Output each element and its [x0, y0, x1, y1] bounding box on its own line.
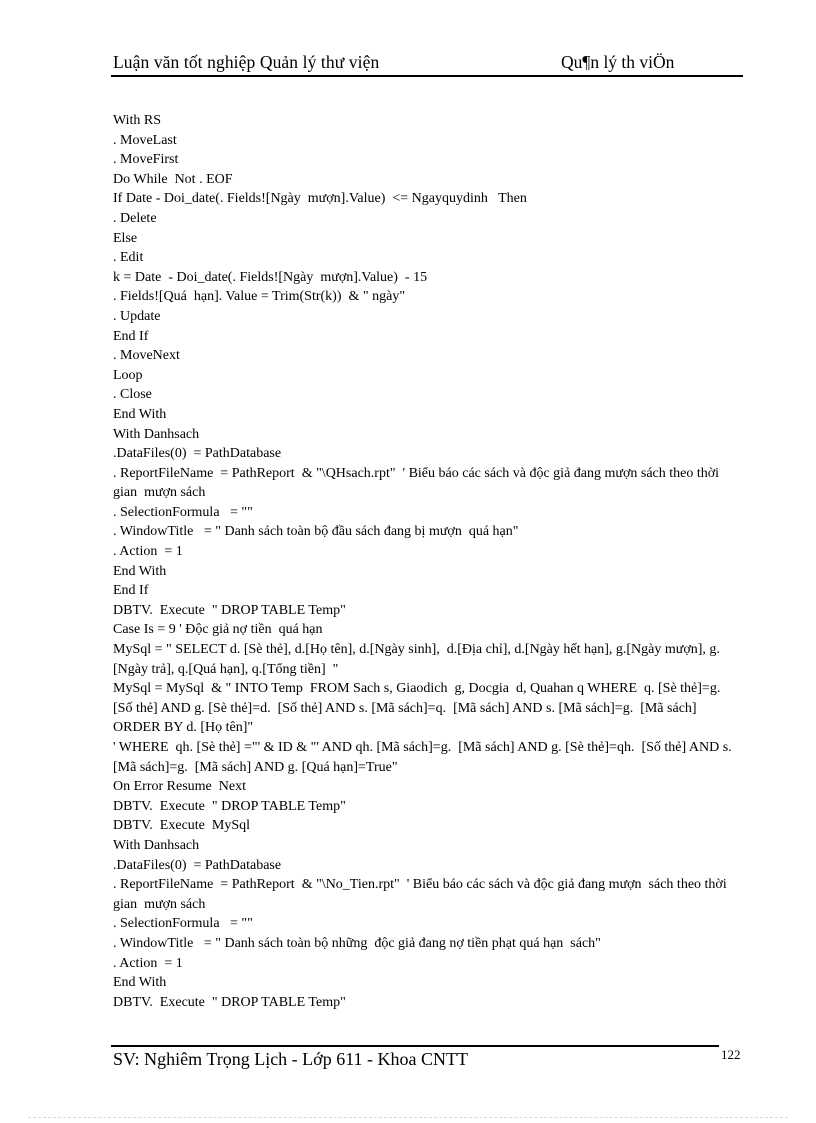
- code-line: . Fields![Quá hạn]. Value = Trim(Str(k)) & " ngày": [113, 289, 406, 305]
- code-line: DBTV. Execute MySql: [113, 818, 251, 834]
- code-line: End If: [113, 328, 149, 344]
- code-line: Case Is = 9 ' Độc giả nợ tiền quá hạn: [113, 622, 323, 638]
- header-right-title: Qu¶n lý th viÖn: [561, 52, 675, 72]
- code-line: End With: [113, 406, 167, 422]
- code-line: . MoveNext: [113, 348, 180, 364]
- code-line: Loop: [113, 367, 143, 383]
- code-line: End With: [113, 975, 167, 991]
- code-line: DBTV. Execute " DROP TABLE Temp": [113, 994, 346, 1010]
- code-line: . SelectionFormula = "": [113, 916, 253, 932]
- code-line: Else: [113, 230, 138, 246]
- code-line: .DataFiles(0) = PathDatabase: [113, 446, 282, 462]
- code-line: On Error Resume Next: [113, 779, 246, 795]
- code-line: MySql = MySql & " INTO Temp FROM Sach s, Giaodich g, Docgia d, Quahan q WHERE q. [Sè thẻ]=g. [Số thẻ] AND g. [Sè thẻ]=d. [Số thẻ] AND s. [Mã sách]=q. [Mã sách] AND s. [Mã sách]=g. [Mã sách] ORDER BY d. [Họ tên]": [113, 681, 724, 736]
- code-line: DBTV. Execute " DROP TABLE Temp": [113, 798, 346, 814]
- code-line: . WindowTitle = " Danh sách toàn bộ những độc giả đang nợ tiền phạt quá hạn sách": [113, 935, 601, 951]
- code-line: .DataFiles(0) = PathDatabase: [113, 857, 282, 873]
- code-line: . MoveLast: [113, 132, 177, 148]
- code-line: . Edit: [113, 250, 144, 266]
- code-line: With Danhsach: [113, 837, 200, 853]
- code-block: [113, 111, 743, 1012]
- code-line: Do While Not . EOF: [113, 171, 233, 187]
- code-line: With RS: [113, 113, 162, 128]
- code-line: End If: [113, 583, 149, 599]
- header-title: Luận văn tốt nghiệp Quản lý thư viện: [113, 52, 380, 72]
- code-line: . Action = 1: [113, 955, 183, 971]
- code-line: . WindowTitle = " Danh sách toàn bộ đầu sách đang bị mượn quá hạn": [113, 524, 519, 540]
- code-line: . Close: [113, 387, 152, 403]
- page-number: 122: [721, 1047, 741, 1062]
- code-line: MySql = " SELECT d. [Sè thẻ], d.[Họ tên], d.[Ngày sinh], d.[Địa chỉ], d.[Ngày hết hạn], g.[Ngày mượn], g.[Ngày trả], q.[Quá hạn], q.[Tổng tiền] ": [113, 642, 720, 677]
- page-edge-divider: [28, 1117, 788, 1118]
- code-line: ' WHERE qh. [Sè thẻ] ="' & ID & "' AND qh. [Mã sách]=g. [Mã sách] AND g. [Sè thẻ]=qh. [Số thẻ] AND s. [Mã sách]=g. [Mã sách] AND g. [Quá hạn]=True": [113, 740, 736, 775]
- code-line: . ReportFileName = PathReport & "\QHsach.rpt" ' Biểu báo các sách và độc giả đang mượn sách theo thời gian mượn sách: [113, 465, 723, 501]
- code-line: End With: [113, 563, 167, 579]
- code-line: k = Date - Doi_date(. Fields![Ngày mượn].Value) - 15: [113, 269, 428, 285]
- code-line: DBTV. Execute " DROP TABLE Temp": [113, 602, 346, 618]
- code-line: . Delete: [113, 210, 157, 226]
- code-line: . Action = 1: [113, 544, 183, 560]
- code-line: . MoveFirst: [113, 152, 179, 168]
- code-line: With Danhsach: [113, 426, 200, 442]
- footer-divider: [111, 1045, 719, 1047]
- header-divider: [111, 75, 743, 77]
- footer-author: SV: Nghiêm Trọng Lịch - Lớp 611 - Khoa CNTT: [113, 1049, 468, 1069]
- code-line: . Update: [113, 308, 161, 324]
- code-line: If Date - Doi_date(. Fields![Ngày mượn].Value) <= Ngayquydinh Then: [113, 191, 527, 207]
- code-line: . ReportFileName = PathReport & "\No_Tien.rpt" ' Biểu báo các sách và độc giả đang mượn sách theo thời gian mượn sách: [113, 877, 731, 912]
- code-line: . SelectionFormula = "": [113, 504, 253, 520]
